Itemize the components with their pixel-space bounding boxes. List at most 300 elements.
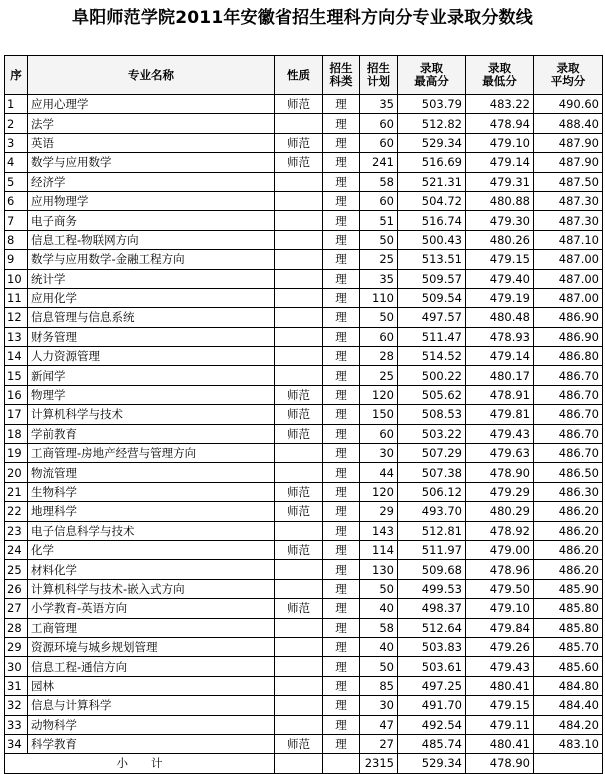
table-row — [5, 502, 603, 521]
row-avg-score: 484.40 — [534, 696, 603, 715]
row-min-score: 480.17 — [466, 366, 534, 385]
row-nature: 师范 — [275, 95, 323, 114]
table-row — [5, 347, 603, 366]
row-seq: 34 — [5, 734, 28, 753]
row-avg-score: 484.80 — [534, 676, 603, 695]
row-max-score: 511.47 — [398, 327, 466, 346]
row-min-score: 479.84 — [466, 618, 534, 637]
row-category: 理 — [323, 211, 360, 230]
row-min-score: 480.29 — [466, 502, 534, 521]
row-category: 理 — [323, 133, 360, 152]
row-plan: 85 — [360, 676, 398, 695]
row-avg-score: 490.60 — [534, 95, 603, 114]
row-min-score: 483.22 — [466, 95, 534, 114]
table-row — [5, 385, 603, 404]
row-plan: 50 — [360, 230, 398, 249]
row-max-score: 503.22 — [398, 424, 466, 443]
row-max-score: 500.43 — [398, 230, 466, 249]
row-avg-score: 487.10 — [534, 230, 603, 249]
row-major-name: 物理学 — [28, 385, 275, 404]
table-row — [5, 482, 603, 501]
row-major-name: 园林 — [28, 676, 275, 695]
row-max-score: 492.54 — [398, 715, 466, 734]
row-min-score: 479.14 — [466, 347, 534, 366]
row-plan: 110 — [360, 288, 398, 307]
row-plan: 58 — [360, 172, 398, 191]
row-max-score: 514.52 — [398, 347, 466, 366]
row-category: 理 — [323, 269, 360, 288]
row-avg-score: 486.50 — [534, 463, 603, 482]
row-category: 理 — [323, 676, 360, 695]
row-max-score: 512.64 — [398, 618, 466, 637]
row-plan: 30 — [360, 444, 398, 463]
table-row — [5, 560, 603, 579]
row-category: 理 — [323, 637, 360, 656]
total-plan: 2315 — [360, 754, 398, 773]
row-seq: 27 — [5, 599, 28, 618]
row-seq: 10 — [5, 269, 28, 288]
row-category: 理 — [323, 153, 360, 172]
row-avg-score: 486.70 — [534, 405, 603, 424]
row-avg-score: 486.20 — [534, 560, 603, 579]
row-min-score: 479.14 — [466, 153, 534, 172]
row-seq: 32 — [5, 696, 28, 715]
row-min-score: 479.31 — [466, 172, 534, 191]
row-max-score: 498.37 — [398, 599, 466, 618]
row-min-score: 479.43 — [466, 424, 534, 443]
row-min-score: 478.96 — [466, 560, 534, 579]
row-major-name: 新闻学 — [28, 366, 275, 385]
row-avg-score: 485.90 — [534, 579, 603, 598]
row-avg-score: 485.60 — [534, 657, 603, 676]
row-seq: 29 — [5, 637, 28, 656]
row-major-name: 法学 — [28, 114, 275, 133]
row-min-score: 480.48 — [466, 308, 534, 327]
row-avg-score: 486.30 — [534, 482, 603, 501]
row-max-score: 503.79 — [398, 95, 466, 114]
row-major-name: 电子信息科学与技术 — [28, 521, 275, 540]
row-seq: 4 — [5, 153, 28, 172]
total-row — [5, 754, 603, 773]
row-plan: 60 — [360, 114, 398, 133]
header-nature: 性质 — [275, 56, 323, 95]
row-nature — [275, 288, 323, 307]
row-seq: 3 — [5, 133, 28, 152]
row-category: 理 — [323, 540, 360, 559]
row-major-name: 英语 — [28, 133, 275, 152]
row-nature — [275, 618, 323, 637]
row-major-name: 信息与计算科学 — [28, 696, 275, 715]
row-seq: 30 — [5, 657, 28, 676]
row-nature — [275, 172, 323, 191]
header-seq: 序 — [5, 56, 28, 95]
row-major-name: 信息工程-物联网方向 — [28, 230, 275, 249]
row-avg-score: 488.40 — [534, 114, 603, 133]
row-seq: 23 — [5, 521, 28, 540]
row-category: 理 — [323, 424, 360, 443]
row-min-score: 478.94 — [466, 114, 534, 133]
row-min-score: 479.30 — [466, 211, 534, 230]
row-category: 理 — [323, 482, 360, 501]
row-avg-score: 485.80 — [534, 599, 603, 618]
row-seq: 1 — [5, 95, 28, 114]
row-min-score: 480.26 — [466, 230, 534, 249]
row-max-score: 497.25 — [398, 676, 466, 695]
header-min-score: 录取 最低分 — [466, 56, 534, 95]
row-plan: 58 — [360, 618, 398, 637]
header-category: 招生 科类 — [323, 56, 360, 95]
row-avg-score: 486.70 — [534, 385, 603, 404]
table-row — [5, 696, 603, 715]
table-row — [5, 521, 603, 540]
table-row — [5, 734, 603, 753]
row-nature — [275, 560, 323, 579]
header-major: 专业名称 — [28, 56, 275, 95]
row-min-score: 480.88 — [466, 191, 534, 210]
row-avg-score: 486.70 — [534, 424, 603, 443]
row-category: 理 — [323, 599, 360, 618]
row-max-score: 512.82 — [398, 114, 466, 133]
row-nature — [275, 521, 323, 540]
row-seq: 25 — [5, 560, 28, 579]
row-major-name: 科学教育 — [28, 734, 275, 753]
row-avg-score: 486.90 — [534, 308, 603, 327]
row-plan: 130 — [360, 560, 398, 579]
row-major-name: 统计学 — [28, 269, 275, 288]
row-max-score: 516.74 — [398, 211, 466, 230]
row-max-score: 509.68 — [398, 560, 466, 579]
table-row — [5, 463, 603, 482]
row-seq: 11 — [5, 288, 28, 307]
row-major-name: 材料化学 — [28, 560, 275, 579]
row-nature — [275, 444, 323, 463]
header-avg-score: 录取 平均分 — [534, 56, 603, 95]
row-max-score: 516.69 — [398, 153, 466, 172]
row-major-name: 人力资源管理 — [28, 347, 275, 366]
table-row — [5, 230, 603, 249]
row-plan: 143 — [360, 521, 398, 540]
row-plan: 60 — [360, 327, 398, 346]
table-row — [5, 715, 603, 734]
row-category: 理 — [323, 385, 360, 404]
row-category: 理 — [323, 191, 360, 210]
table-row — [5, 405, 603, 424]
row-min-score: 479.40 — [466, 269, 534, 288]
row-major-name: 信息工程-通信方向 — [28, 657, 275, 676]
row-plan: 29 — [360, 502, 398, 521]
row-seq: 28 — [5, 618, 28, 637]
table-row — [5, 540, 603, 559]
table-row — [5, 676, 603, 695]
row-seq: 17 — [5, 405, 28, 424]
row-max-score: 497.57 — [398, 308, 466, 327]
row-category: 理 — [323, 444, 360, 463]
header-plan: 招生 计划 — [360, 56, 398, 95]
table-row — [5, 211, 603, 230]
total-min-score: 478.90 — [466, 754, 534, 773]
row-avg-score: 484.20 — [534, 715, 603, 734]
row-avg-score: 486.90 — [534, 327, 603, 346]
row-plan: 40 — [360, 599, 398, 618]
table-body — [5, 95, 603, 754]
row-nature: 师范 — [275, 599, 323, 618]
row-nature — [275, 676, 323, 695]
row-category: 理 — [323, 657, 360, 676]
row-nature: 师范 — [275, 405, 323, 424]
row-max-score: 505.62 — [398, 385, 466, 404]
table-row — [5, 153, 603, 172]
table-row — [5, 114, 603, 133]
row-major-name: 化学 — [28, 540, 275, 559]
row-max-score: 506.12 — [398, 482, 466, 501]
row-max-score: 503.83 — [398, 637, 466, 656]
row-plan: 50 — [360, 579, 398, 598]
table-row — [5, 133, 603, 152]
table-row — [5, 95, 603, 114]
row-min-score: 479.26 — [466, 637, 534, 656]
row-min-score: 479.50 — [466, 579, 534, 598]
row-min-score: 479.00 — [466, 540, 534, 559]
row-min-score: 478.93 — [466, 327, 534, 346]
row-max-score: 511.97 — [398, 540, 466, 559]
row-seq: 20 — [5, 463, 28, 482]
row-avg-score: 486.70 — [534, 366, 603, 385]
row-plan: 25 — [360, 366, 398, 385]
row-nature — [275, 230, 323, 249]
row-nature — [275, 715, 323, 734]
row-seq: 7 — [5, 211, 28, 230]
row-nature — [275, 463, 323, 482]
row-category: 理 — [323, 521, 360, 540]
table-row — [5, 444, 603, 463]
table-header-row — [5, 56, 603, 95]
row-nature — [275, 327, 323, 346]
row-plan: 60 — [360, 191, 398, 210]
row-avg-score: 487.00 — [534, 269, 603, 288]
table-row — [5, 424, 603, 443]
row-plan: 150 — [360, 405, 398, 424]
row-category: 理 — [323, 502, 360, 521]
table-row — [5, 250, 603, 269]
row-seq: 24 — [5, 540, 28, 559]
row-avg-score: 487.90 — [534, 153, 603, 172]
table-row — [5, 618, 603, 637]
table-row — [5, 366, 603, 385]
row-min-score: 479.19 — [466, 288, 534, 307]
row-major-name: 应用物理学 — [28, 191, 275, 210]
row-plan: 114 — [360, 540, 398, 559]
row-nature — [275, 114, 323, 133]
total-category-cell — [323, 754, 360, 773]
row-avg-score: 486.20 — [534, 521, 603, 540]
row-min-score: 478.92 — [466, 521, 534, 540]
row-avg-score: 487.00 — [534, 250, 603, 269]
row-max-score: 499.53 — [398, 579, 466, 598]
row-category: 理 — [323, 327, 360, 346]
table-row — [5, 327, 603, 346]
row-min-score: 479.10 — [466, 599, 534, 618]
row-major-name: 工商管理 — [28, 618, 275, 637]
table-row — [5, 172, 603, 191]
table-row — [5, 308, 603, 327]
row-major-name: 小学教育-英语方向 — [28, 599, 275, 618]
row-avg-score: 486.20 — [534, 502, 603, 521]
row-seq: 5 — [5, 172, 28, 191]
row-major-name: 生物科学 — [28, 482, 275, 501]
row-plan: 50 — [360, 657, 398, 676]
row-plan: 30 — [360, 696, 398, 715]
row-max-score: 491.70 — [398, 696, 466, 715]
row-nature — [275, 637, 323, 656]
row-avg-score: 487.00 — [534, 288, 603, 307]
row-seq: 9 — [5, 250, 28, 269]
row-category: 理 — [323, 715, 360, 734]
row-nature: 师范 — [275, 540, 323, 559]
row-plan: 35 — [360, 95, 398, 114]
row-major-name: 应用心理学 — [28, 95, 275, 114]
table-row — [5, 657, 603, 676]
row-avg-score: 486.70 — [534, 444, 603, 463]
row-category: 理 — [323, 366, 360, 385]
row-min-score: 479.43 — [466, 657, 534, 676]
page-title: 阜阳师范学院2011年安徽省招生理科方向分专业录取分数线 — [72, 8, 533, 28]
row-nature: 师范 — [275, 153, 323, 172]
row-avg-score: 487.30 — [534, 191, 603, 210]
row-category: 理 — [323, 250, 360, 269]
row-category: 理 — [323, 560, 360, 579]
row-category: 理 — [323, 734, 360, 753]
row-category: 理 — [323, 463, 360, 482]
row-max-score: 504.72 — [398, 191, 466, 210]
row-major-name: 动物科学 — [28, 715, 275, 734]
row-seq: 26 — [5, 579, 28, 598]
row-avg-score: 487.50 — [534, 172, 603, 191]
row-avg-score: 486.80 — [534, 347, 603, 366]
row-category: 理 — [323, 114, 360, 133]
row-seq: 19 — [5, 444, 28, 463]
row-major-name: 应用化学 — [28, 288, 275, 307]
row-plan: 47 — [360, 715, 398, 734]
row-plan: 44 — [360, 463, 398, 482]
row-max-score: 513.51 — [398, 250, 466, 269]
row-major-name: 数学与应用数学-金融工程方向 — [28, 250, 275, 269]
row-seq: 14 — [5, 347, 28, 366]
header-max-score: 录取 最高分 — [398, 56, 466, 95]
row-max-score: 521.31 — [398, 172, 466, 191]
row-nature — [275, 211, 323, 230]
row-seq: 8 — [5, 230, 28, 249]
row-min-score: 479.11 — [466, 715, 534, 734]
row-major-name: 物流管理 — [28, 463, 275, 482]
total-max-score: 529.34 — [398, 754, 466, 773]
row-seq: 31 — [5, 676, 28, 695]
row-max-score: 529.34 — [398, 133, 466, 152]
row-avg-score: 485.80 — [534, 618, 603, 637]
row-category: 理 — [323, 288, 360, 307]
row-seq: 22 — [5, 502, 28, 521]
row-avg-score: 486.20 — [534, 540, 603, 559]
row-seq: 15 — [5, 366, 28, 385]
row-nature — [275, 366, 323, 385]
row-major-name: 学前教育 — [28, 424, 275, 443]
row-category: 理 — [323, 230, 360, 249]
row-min-score: 478.91 — [466, 385, 534, 404]
row-category: 理 — [323, 172, 360, 191]
row-max-score: 493.70 — [398, 502, 466, 521]
row-plan: 35 — [360, 269, 398, 288]
row-min-score: 480.41 — [466, 676, 534, 695]
row-plan: 27 — [360, 734, 398, 753]
row-major-name: 计算机科学与技术-嵌入式方向 — [28, 579, 275, 598]
row-avg-score: 483.10 — [534, 734, 603, 753]
row-nature: 师范 — [275, 133, 323, 152]
row-nature: 师范 — [275, 385, 323, 404]
row-max-score: 508.53 — [398, 405, 466, 424]
row-category: 理 — [323, 308, 360, 327]
row-major-name: 工商管理-房地产经营与管理方向 — [28, 444, 275, 463]
row-major-name: 计算机科学与技术 — [28, 405, 275, 424]
row-plan: 40 — [360, 637, 398, 656]
row-min-score: 479.10 — [466, 133, 534, 152]
total-avg-cell — [534, 754, 603, 773]
row-plan: 60 — [360, 424, 398, 443]
row-min-score: 478.90 — [466, 463, 534, 482]
table-row — [5, 191, 603, 210]
row-nature — [275, 657, 323, 676]
row-nature: 师范 — [275, 424, 323, 443]
row-nature — [275, 191, 323, 210]
row-major-name: 资源环境与城乡规划管理 — [28, 637, 275, 656]
row-category: 理 — [323, 347, 360, 366]
row-min-score: 479.15 — [466, 250, 534, 269]
row-seq: 2 — [5, 114, 28, 133]
row-plan: 60 — [360, 133, 398, 152]
row-major-name: 电子商务 — [28, 211, 275, 230]
row-min-score: 479.29 — [466, 482, 534, 501]
row-max-score: 500.22 — [398, 366, 466, 385]
row-nature — [275, 347, 323, 366]
total-label: 小 计 — [5, 754, 275, 773]
row-avg-score: 487.90 — [534, 133, 603, 152]
table-row — [5, 599, 603, 618]
row-major-name: 经济学 — [28, 172, 275, 191]
row-nature: 师范 — [275, 502, 323, 521]
row-plan: 50 — [360, 308, 398, 327]
row-max-score: 503.61 — [398, 657, 466, 676]
row-category: 理 — [323, 618, 360, 637]
row-category: 理 — [323, 579, 360, 598]
row-max-score: 509.57 — [398, 269, 466, 288]
row-category: 理 — [323, 405, 360, 424]
row-major-name: 信息管理与信息系统 — [28, 308, 275, 327]
row-plan: 51 — [360, 211, 398, 230]
row-avg-score: 485.70 — [534, 637, 603, 656]
row-min-score: 480.41 — [466, 734, 534, 753]
table-row — [5, 288, 603, 307]
row-min-score: 479.63 — [466, 444, 534, 463]
row-major-name: 财务管理 — [28, 327, 275, 346]
row-nature — [275, 308, 323, 327]
row-plan: 25 — [360, 250, 398, 269]
row-seq: 16 — [5, 385, 28, 404]
row-seq: 13 — [5, 327, 28, 346]
row-nature: 师范 — [275, 734, 323, 753]
row-max-score: 512.81 — [398, 521, 466, 540]
table-row — [5, 637, 603, 656]
row-nature: 师范 — [275, 482, 323, 501]
row-seq: 12 — [5, 308, 28, 327]
total-nature-cell — [275, 754, 323, 773]
